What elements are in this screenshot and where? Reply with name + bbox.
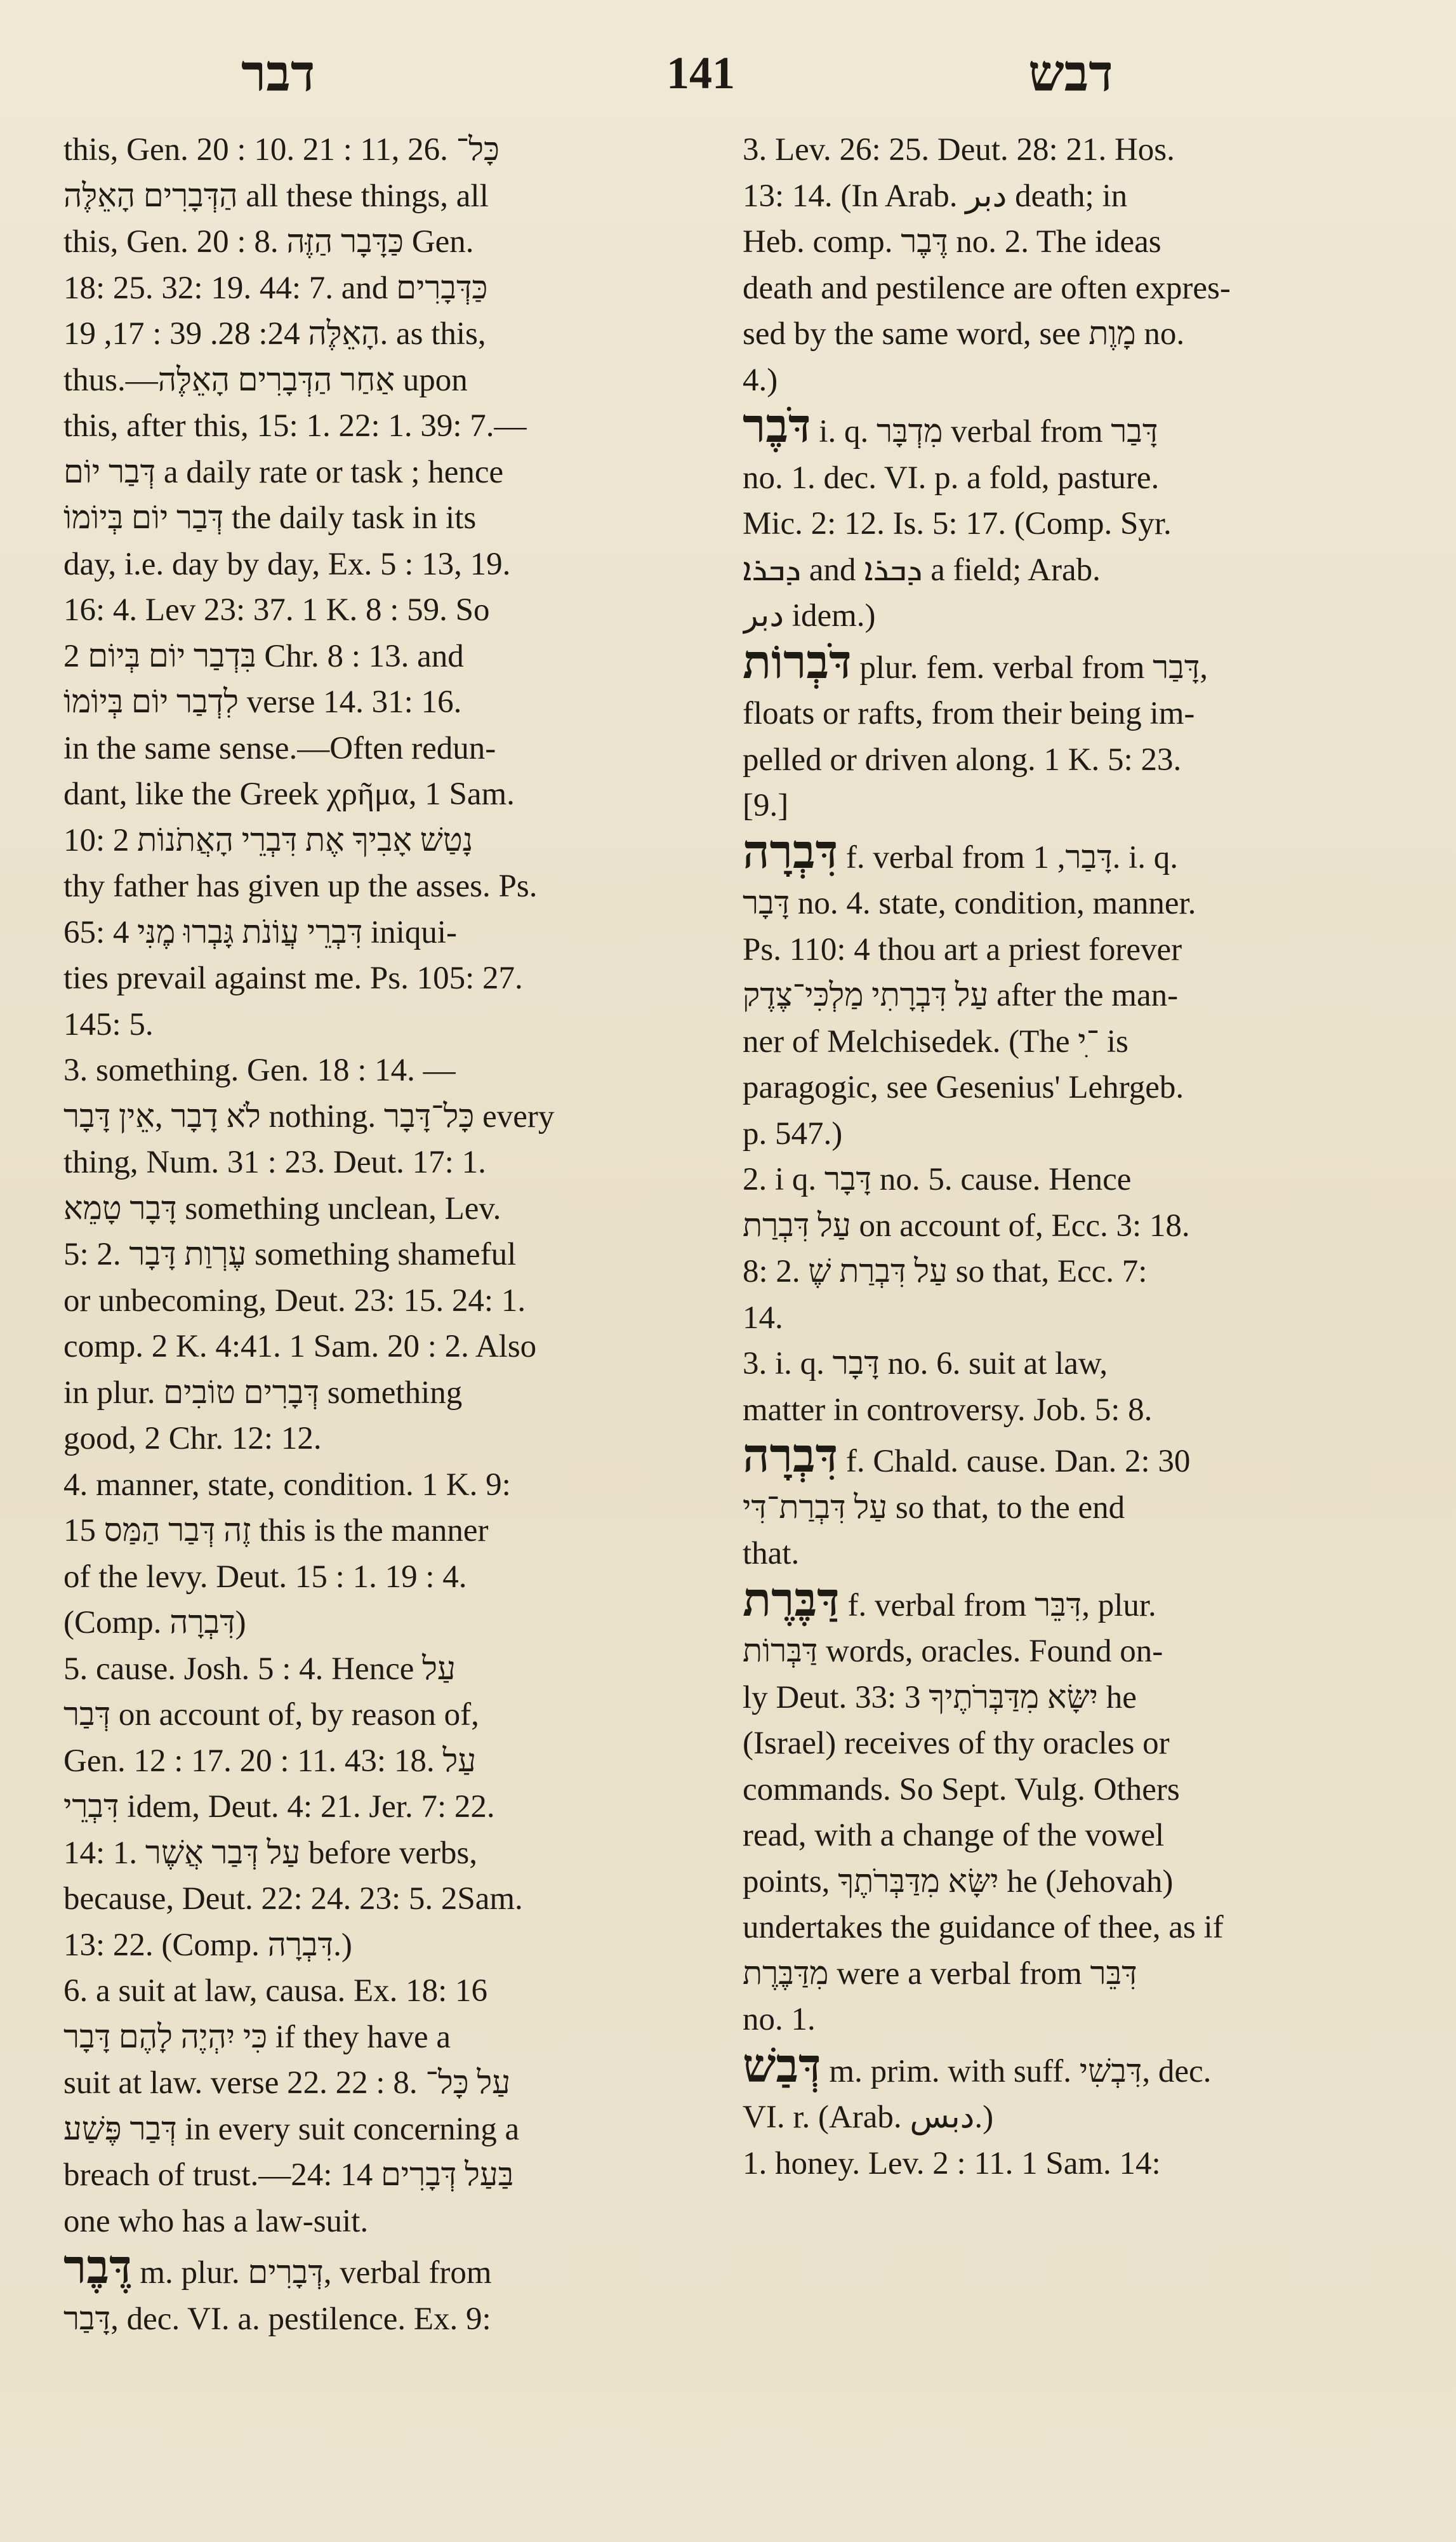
text-line: 4.) [743,362,778,398]
text-line: 15 זֶה דְּבַר הַמַּס this is the manner [63,1513,489,1548]
entry-line: 3. i. q. דָּבָר no. 6. suit at law, [743,1346,1108,1381]
page-header [0,38,1456,108]
text-line: comp. 2 K. 4:41. 1 Sam. 20 : 2. Also [63,1329,537,1364]
text-line: breach of trust.—24: 14 בַּעַל דְּבָרִים [63,2157,514,2193]
text-line: thing, Num. 31 : 23. Deut. 17: 1. [63,1145,486,1180]
entry-line: דַּבְּרוֹת words, oracles. Found on- [743,1634,1163,1669]
right-column [743,127,1409,2186]
entry-headword: דְּבַשׁ [743,2042,821,2093]
text-line: 14: 1. עַל דְּבַר אֲשֶׁר before verbs, [63,1835,478,1871]
text-line: 5: 2. עֶרְוַת דָּבָר something shameful [63,1237,517,1272]
text-line: 16: 4. Lev 23: 37. 1 K. 8 : 59. So [63,592,490,628]
entry-line: matter in controversy. Job. 5: 8. [743,1392,1153,1428]
entry-first-line: דִּבְרָה f. verbal from דָּבַר, 1. i. q. [743,829,1409,881]
dictionary-entry [743,1433,1409,1577]
entry-first-line: דֹּבֶר i. q. מִדְבָּר verbal from דָּבַר [743,403,1409,455]
text-line: 4. manner, state, condition. 1 K. 9: [63,1467,511,1503]
entry-headword: דִּבְרָה [743,1433,838,1483]
entry-line: no. 1. dec. VI. p. a fold, pasture. [743,460,1160,496]
text-line: הַדְּבָרִים הָאֵלֶּה all these things, all [63,178,489,214]
text-line: thus.—אַחַר הַדְּבָרִים הָאֵלֶּה upon [63,362,468,398]
page-number: 141 [666,48,735,98]
left-column [63,127,717,2342]
entry-line: עַל דִּבְרַת on account of, Ecc. 3: 18. [743,1208,1190,1244]
text-line: because, Deut. 22: 24. 23: 5. 2Sam. [63,1881,523,1917]
entry-first-line: דְּבַשׁ m. prim. with suff. דִּבְשִׁי, dec. [743,2043,1409,2095]
entry-line: 2. i q. דָּבָר no. 5. cause. Hence [743,1162,1132,1197]
entry-line: no. 1. [743,2002,816,2037]
text-line: suit at law. verse 22. 22 : 8. עַל כָּל־ [63,2065,511,2101]
entry-line: that. [743,1536,800,1571]
entry-line: دبر idem.) [743,598,876,634]
text-line: 6. a suit at law, causa. Ex. 18: 16 [63,1973,488,2009]
text-line: הָאֵלֶּה 24: 28. 39 : 17, 19. as this, [63,316,486,352]
text-line: in the same sense.—Often redun- [63,730,496,766]
text-line: דְּבַר on account of, by reason of, [63,1697,479,1733]
text-line: dant, like the Greek χρῆμα, 1 Sam. [63,776,515,812]
text-line: 13: 14. (In Arab. دبر death; in [743,178,1128,214]
entry-line: ner of Melchisedek. (The ־ִי is [743,1023,1128,1060]
text-line: דְּבַר פֶּשַׁע in every suit concerning a [63,2111,520,2147]
entry-line: דָּבַר, dec. VI. a. pestilence. Ex. 9: [63,2301,491,2337]
text-line: כִּי יִהְיֶה לָהֶם דָּבָר if they have a [63,2019,451,2055]
text-line: 145: 5. [63,1006,154,1042]
entry-line: VI. r. (Arab. دبس.) [743,2099,994,2135]
entry-headword: דִּבְרָה [743,828,838,879]
text-line: 3. something. Gen. 18 : 14. — [63,1053,456,1088]
text-line: 13: 22. (Comp. דִּבְרָה.) [63,1927,352,1963]
entry-line: מִדַּבֶּרֶת were a verbal from דִּבֵּר [743,1955,1137,1992]
dictionary-entry [743,403,1409,639]
dictionary-entry [743,2043,1409,2187]
entry-headword: דֹּבְרוֹת [743,639,852,689]
text-line: 18: 25. 32: 19. 44: 7. and כַּדְּבָרִים [63,270,488,306]
text-line: דִּבְרֵי idem, Deut. 4: 21. Jer. 7: 22. [63,1789,495,1825]
text-line: in plur. דְּבָרִים טוֹבִים something [63,1374,463,1411]
entry-line: floats or rafts, from their being im- [743,696,1195,731]
text-line: דְּבַר יוֹם a daily rate or task ; hence [63,454,504,490]
entry-first-line: דֹּבְרוֹת plur. fem. verbal from דָּבַר, [743,639,1409,691]
text-line: day, i.e. day by day, Ex. 5 : 13, 19. [63,546,511,582]
dictionary-entry [63,2244,717,2342]
entry-line: עַל דִּבְרַת־דִּי so that, to the end [743,1489,1125,1526]
dictionary-entry [743,829,1409,1434]
entry-line: ܕܒܪܐ and ܕܒܪܐ a field; Arab. [743,552,1101,588]
text-line: thy father has given up the asses. Ps. [63,868,538,904]
entry-line: עַל דִּבְרָתִי מַלְכִּי־צֶדֶק after the man- [743,978,1179,1013]
text-line: this, Gen. 20 : 10. 21 : 11, 26. כָּל־ [63,132,500,168]
text-line: or unbecoming, Deut. 23: 15. 24: 1. [63,1282,526,1319]
text-line: ties prevail against me. Ps. 105: 27. [63,961,523,996]
text-line: death and pestilence are often expres- [743,270,1231,306]
entry-line: 14. [743,1300,783,1336]
text-line: this, after this, 15: 1. 22: 1. 39: 7.— [63,408,527,444]
text-line: לִדְבַר יוֹם בְּיוֹמוֹ verse 14. 31: 16. [63,684,462,720]
text-line: good, 2 Chr. 12: 12. [63,1421,322,1456]
entry-headword: דַּבֶּרֶת [743,1576,840,1627]
left-running-headword: דבר [241,43,315,103]
entry-first-line: דַּבֶּרֶת f. verbal from דִּבֵּר, plur. [743,1577,1409,1629]
text-line: בִּדְבַר יוֹם בְּיוֹם 2 Chr. 8 : 13. and [63,638,464,674]
entry-line: p. 547.) [743,1115,843,1152]
entry-line: Mic. 2: 12. Is. 5: 17. (Comp. Syr. [743,506,1172,542]
entry-line: Ps. 110: 4 thou art a priest forever [743,931,1182,968]
entry-line: pelled or driven along. 1 K. 5: 23. [743,742,1182,778]
text-line: this, Gen. 20 : 8. כַּדָּבָר הַזֶּה Gen. [63,224,474,260]
text-line: לֹא דָבָר ,אֵין דָּבָר nothing. כָּל־דָּבָר every [63,1098,555,1135]
entry-line: ly Deut. 33: 3 יִשָּׂא מִדַּבְּרֹתֶיךָ he [743,1679,1137,1715]
entry-line: points, יִשָּׂא מִדַּבְּרֹתֶךָ he (Jehovah) [743,1863,1174,1900]
text-line: 10: 2 נָטַשׁ אָבִיךָ אֶת דִּבְרֵי הָאֲתֹנוֹת [63,822,473,858]
entry-line: read, with a change of the vowel [743,1818,1165,1853]
right-running-headword: דבש [1028,43,1113,103]
entry-line: undertakes the guidance of thee, as if [743,1910,1224,1945]
dictionary-entry [743,1577,1409,2043]
entry-line: [9.] [743,788,789,823]
text-line: 3. Lev. 26: 25. Deut. 28: 21. Hos. [743,132,1175,168]
dictionary-entry [743,639,1409,829]
text-line: דָּבָר טָמֵא something unclean, Lev. [63,1190,501,1227]
entry-first-line: דִּבְרָה f. Chald. cause. Dan. 2: 30 [743,1433,1409,1485]
entry-first-line: דֶּבֶר m. plur. דְּבָרִים, verbal from [63,2244,717,2296]
entry-line: 8: 2. עַל דִּבְרַת שֶׁ so that, Ecc. 7: [743,1254,1148,1289]
text-line: of the levy. Deut. 15 : 1. 19 : 4. [63,1559,467,1595]
entry-headword: דֶּבֶר [63,2244,132,2294]
text-line: Gen. 12 : 17. 20 : 11. 43: 18. עַל [63,1743,477,1779]
entry-line: paragogic, see Gesenius' Lehrgeb. [743,1070,1184,1105]
text-line: דְּבַר יוֹם בְּיוֹמוֹ the daily task in its [63,500,477,536]
text-line: sed by the same word, see מָוֶת no. [743,316,1185,352]
entry-line: דָּבָר no. 4. state, condition, manner. [743,886,1196,921]
text-line: Heb. comp. דֶּבֶר no. 2. The ideas [743,224,1161,260]
text-line: 65: 4 דִּבְרֵי עֲוֹנֹת גָּבְרוּ מֶנִּי iniqui- [63,914,458,950]
text-line: 5. cause. Josh. 5 : 4. Hence עַל [63,1651,456,1687]
entry-line: (Israel) receives of thy oracles or [743,1726,1170,1761]
entry-headword: דֹּבֶר [743,403,811,453]
entry-line: 1. honey. Lev. 2 : 11. 1 Sam. 14: [743,2145,1161,2181]
entry-line: commands. So Sept. Vulg. Others [743,1771,1180,1807]
text-line: one who has a law-suit. [63,2203,369,2239]
text-line: (Comp. דִּבְרָה) [63,1605,246,1640]
